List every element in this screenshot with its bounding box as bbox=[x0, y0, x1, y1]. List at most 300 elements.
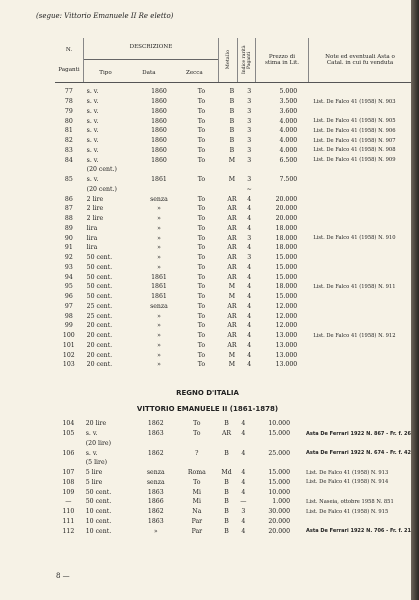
cell-prezzo: 20.000 bbox=[275, 215, 298, 223]
cell-prezzo: 3.500 bbox=[279, 98, 298, 106]
cell-prezzo: 13.000 bbox=[275, 341, 298, 349]
cell-tipo: 50 cent. bbox=[86, 283, 113, 291]
cell-prezzo: 5.000 bbox=[279, 88, 298, 96]
cell-zecca: To bbox=[197, 244, 206, 252]
cell-note bbox=[302, 458, 411, 468]
cell-prezzo: 20.000 bbox=[275, 205, 298, 213]
cell-rarita: 4 bbox=[241, 449, 246, 457]
cell-note bbox=[309, 87, 411, 97]
table-row bbox=[55, 233, 411, 243]
cell-note bbox=[302, 419, 411, 429]
cell-metallo: M bbox=[228, 351, 236, 359]
cell-note: List. De Falco 41 (1958) N. 906 bbox=[313, 127, 396, 134]
cell-rarita bbox=[235, 439, 251, 449]
cell-zecca: To bbox=[197, 137, 206, 145]
table-row bbox=[55, 107, 411, 117]
cell-rarita: 3 bbox=[247, 156, 252, 164]
table-row bbox=[55, 263, 411, 273]
col-zecca-label: Zecca bbox=[185, 70, 203, 76]
table-row bbox=[55, 448, 411, 458]
cell-zecca: Par bbox=[191, 527, 203, 535]
cell-metallo: B bbox=[229, 146, 235, 154]
cell-n: 78 bbox=[64, 98, 73, 106]
cell-n: 87 bbox=[64, 205, 73, 213]
cell-prezzo: 4.000 bbox=[279, 137, 298, 145]
cell-metallo: AR bbox=[227, 195, 237, 203]
cell-note bbox=[309, 194, 411, 204]
col-prezzo-label: Prezzo di stima in Lit. bbox=[264, 54, 300, 66]
cell-tipo: 10 cent. bbox=[85, 527, 112, 535]
cell-prezzo: 18.000 bbox=[275, 224, 298, 232]
cell-rarita: 3 bbox=[247, 117, 252, 125]
cell-metallo: AR bbox=[227, 332, 237, 340]
cell-metallo: B bbox=[224, 498, 229, 506]
cell-rarita: 4 bbox=[247, 322, 252, 330]
cell-tipo: 50 cent. bbox=[86, 273, 113, 281]
cell-n: 91 bbox=[64, 244, 73, 252]
cell-zecca: Roma bbox=[187, 469, 206, 477]
cell-rarita: 4 bbox=[247, 293, 252, 301]
cell-data: » bbox=[157, 234, 161, 242]
cell-note: List. De Falco 41 (1958) N. 913 bbox=[306, 469, 389, 476]
cell-zecca: To bbox=[197, 302, 206, 310]
cell-zecca bbox=[180, 165, 223, 175]
cell-zecca: To bbox=[197, 98, 206, 106]
table-row bbox=[55, 487, 411, 497]
table-row bbox=[55, 302, 411, 312]
cell-zecca: To bbox=[197, 341, 206, 349]
cell-rarita: 4 bbox=[247, 273, 252, 281]
cell-note bbox=[309, 272, 411, 282]
cell-zecca bbox=[180, 185, 223, 195]
cell-zecca: To bbox=[197, 332, 206, 340]
cell-data bbox=[136, 458, 176, 468]
cell-zecca: To bbox=[197, 312, 206, 320]
cell-note bbox=[309, 321, 411, 331]
cell-zecca: To bbox=[197, 215, 206, 223]
cell-prezzo: 20.000 bbox=[268, 517, 291, 525]
running-head: (segue: Vittorio Emanuele II Re eletto) bbox=[36, 12, 174, 20]
table-row bbox=[55, 350, 411, 360]
cell-n: 84 bbox=[64, 156, 73, 164]
cell-n: 95 bbox=[64, 283, 73, 291]
cell-prezzo: 18.000 bbox=[275, 234, 298, 242]
table-row bbox=[55, 224, 411, 234]
cell-n: 103 bbox=[62, 361, 75, 369]
table-body-2 bbox=[55, 419, 411, 536]
cell-zecca: To bbox=[197, 146, 206, 154]
cell-note bbox=[309, 292, 411, 302]
cell-metallo: AR bbox=[227, 234, 237, 242]
cell-n: 94 bbox=[64, 273, 73, 281]
cell-data: » bbox=[157, 312, 161, 320]
table-row bbox=[55, 360, 411, 370]
cell-prezzo: 30.000 bbox=[268, 508, 291, 516]
cell-data: » bbox=[157, 205, 161, 213]
cell-note: Asta De Ferrari 1922 N. 674 - Fr. f. 42 bbox=[306, 450, 411, 457]
cell-metallo: AR bbox=[227, 215, 237, 223]
cell-rarita: 4 bbox=[241, 527, 246, 535]
cell-metallo bbox=[223, 165, 241, 175]
table-header bbox=[55, 38, 411, 83]
cell-note bbox=[309, 224, 411, 234]
cell-n: 83 bbox=[64, 146, 73, 154]
cell-n: — bbox=[65, 498, 72, 506]
cell-rarita: 4 bbox=[241, 469, 246, 477]
cell-tipo: 20 cent. bbox=[86, 332, 113, 340]
cell-note bbox=[309, 165, 411, 175]
table-row bbox=[55, 155, 411, 165]
table-row bbox=[55, 497, 411, 507]
cell-zecca: Na bbox=[192, 508, 202, 516]
cell-tipo: 20 cent. bbox=[86, 361, 113, 369]
cell-metallo: B bbox=[224, 508, 229, 516]
cell-tipo: s. v. bbox=[86, 98, 99, 106]
cell-prezzo: 7.500 bbox=[279, 176, 298, 184]
cell-metallo: M bbox=[228, 283, 236, 291]
cell-zecca: To bbox=[197, 127, 206, 135]
cell-metallo: B bbox=[224, 488, 229, 496]
cell-rarita: 3 bbox=[247, 234, 252, 242]
cell-n: 88 bbox=[64, 215, 73, 223]
cell-tipo: 50 cent. bbox=[85, 498, 112, 506]
cell-data: 1860 bbox=[151, 107, 167, 115]
table-row bbox=[55, 292, 411, 302]
book-spine bbox=[411, 0, 419, 600]
table-row bbox=[55, 146, 411, 156]
cell-data bbox=[138, 165, 180, 175]
cell-zecca: To bbox=[197, 361, 206, 369]
cell-zecca: To bbox=[197, 224, 206, 232]
cell-tipo: s. v. bbox=[86, 176, 99, 184]
cell-zecca bbox=[176, 439, 218, 449]
cell-tipo: s. v. bbox=[86, 127, 99, 135]
cell-tipo: 5 lire bbox=[85, 478, 103, 486]
cell-note: List. Naseia, ottobre 1958 N. 851 bbox=[306, 498, 394, 505]
cell-zecca: To bbox=[197, 176, 206, 184]
cell-metallo bbox=[223, 185, 241, 195]
cell-note bbox=[302, 517, 411, 527]
cell-note: List. De Falco 41 (1958) N. 914 bbox=[306, 479, 389, 486]
cell-n: 82 bbox=[64, 137, 73, 145]
cell-metallo: B bbox=[229, 117, 235, 125]
cell-zecca: ? bbox=[195, 449, 199, 457]
cell-n: 81 bbox=[64, 127, 73, 135]
cell-rarita: 3 bbox=[247, 254, 252, 262]
cell-metallo: Md bbox=[221, 469, 232, 477]
cell-n: 80 bbox=[64, 117, 73, 125]
cell-metallo: AR bbox=[227, 302, 237, 310]
cell-tipo: 10 cent. bbox=[85, 517, 112, 525]
cell-note: Asta De Ferrari 1922 N. 706 - Fr. f. 21 bbox=[306, 528, 411, 535]
cell-data: 1863 bbox=[147, 517, 164, 525]
cell-note: List. De Falco 41 (1958) N. 909 bbox=[313, 157, 396, 164]
cell-metallo bbox=[218, 458, 235, 468]
cell-rarita: 3 bbox=[247, 98, 252, 106]
table-row bbox=[55, 517, 411, 527]
cell-rarita: 4 bbox=[247, 263, 252, 271]
cell-n: 89 bbox=[64, 224, 73, 232]
cell-tipo: s. v. bbox=[86, 107, 99, 115]
cell-tipo: 20 cent. bbox=[86, 351, 113, 359]
cell-n: 100 bbox=[62, 332, 75, 340]
cell-metallo: M bbox=[228, 176, 236, 184]
cell-prezzo bbox=[251, 439, 302, 449]
cell-data: senza bbox=[146, 469, 165, 477]
cell-metallo: AR bbox=[227, 254, 237, 262]
cell-prezzo: 15.000 bbox=[268, 430, 291, 438]
table-row bbox=[55, 478, 411, 488]
cell-data: » bbox=[157, 351, 161, 359]
cell-zecca: To bbox=[197, 88, 206, 96]
cell-tipo: (5 lire) bbox=[85, 459, 108, 467]
cell-zecca: To bbox=[197, 351, 206, 359]
cell-prezzo: 1.000 bbox=[272, 498, 291, 506]
cell-n: 106 bbox=[62, 449, 75, 457]
cell-data: » bbox=[157, 215, 161, 223]
cell-tipo: (20 cent.) bbox=[86, 185, 117, 193]
cell-metallo: B bbox=[224, 449, 229, 457]
cell-n: 92 bbox=[64, 254, 73, 262]
cell-tipo: 20 cent. bbox=[86, 322, 113, 330]
table-row bbox=[55, 468, 411, 478]
table-row bbox=[55, 419, 411, 429]
cell-prezzo: 12.000 bbox=[275, 322, 298, 330]
cell-rarita: 4 bbox=[241, 430, 246, 438]
cell-prezzo: 3.600 bbox=[279, 107, 298, 115]
cell-prezzo: 6.500 bbox=[279, 156, 298, 164]
cell-metallo: B bbox=[229, 137, 235, 145]
cell-metallo: AR bbox=[227, 244, 237, 252]
cell-prezzo: 18.000 bbox=[275, 283, 298, 291]
cell-metallo: AR bbox=[227, 224, 237, 232]
cell-prezzo: 4.000 bbox=[279, 117, 298, 125]
cell-data: senza bbox=[146, 478, 165, 486]
cell-n: 101 bbox=[62, 341, 75, 349]
cell-rarita bbox=[241, 165, 258, 175]
cell-metallo: B bbox=[224, 420, 229, 428]
cell-prezzo: 15.000 bbox=[275, 263, 298, 271]
cell-tipo: 2 lire bbox=[86, 215, 104, 223]
cell-rarita: 4 bbox=[247, 244, 252, 252]
cell-n: 93 bbox=[64, 263, 73, 271]
cell-rarita: 4 bbox=[247, 341, 252, 349]
cell-prezzo: 20.000 bbox=[268, 527, 291, 535]
cell-tipo: lira bbox=[86, 224, 98, 232]
cell-data: » bbox=[153, 527, 158, 535]
table-row bbox=[55, 507, 411, 517]
col-prezzo-header bbox=[256, 38, 309, 83]
cell-n: 96 bbox=[64, 293, 73, 301]
cell-rarita: 3 bbox=[247, 107, 252, 115]
cell-note bbox=[309, 175, 411, 185]
cell-metallo: AR bbox=[227, 273, 237, 281]
cell-rarita: 4 bbox=[241, 488, 246, 496]
cell-rarita: 3 bbox=[247, 88, 252, 96]
col-paganti-label: Paganti bbox=[58, 67, 80, 73]
cell-data: 1860 bbox=[151, 146, 167, 154]
cell-rarita: 4 bbox=[247, 332, 252, 340]
col-note-label: Note ed eventuali Asta o Catal. in cui fu venduta bbox=[325, 54, 395, 66]
cell-zecca: To bbox=[193, 478, 201, 486]
cell-n bbox=[55, 185, 83, 195]
cell-tipo: 50 cent. bbox=[86, 254, 113, 262]
cell-data: 1860 bbox=[151, 88, 167, 96]
cell-data: » bbox=[157, 322, 161, 330]
cell-n: 108 bbox=[62, 478, 75, 486]
cell-n: 97 bbox=[64, 302, 73, 310]
cell-note bbox=[309, 311, 411, 321]
cell-metallo: B bbox=[229, 107, 235, 115]
cell-zecca: To bbox=[193, 420, 201, 428]
col-metallo-label: Metallo bbox=[225, 50, 231, 70]
cell-rarita: 4 bbox=[247, 224, 252, 232]
cell-metallo: M bbox=[228, 293, 236, 301]
cell-rarita: 4 bbox=[247, 351, 252, 359]
cell-rarita: 4 bbox=[247, 195, 252, 203]
cell-n: 112 bbox=[62, 527, 75, 535]
cell-data: senza bbox=[150, 195, 168, 203]
table-row bbox=[55, 321, 411, 331]
cell-rarita: 4 bbox=[247, 283, 252, 291]
cell-data: 1861 bbox=[151, 273, 167, 281]
cell-rarita bbox=[235, 458, 251, 468]
cell-prezzo: 4.000 bbox=[279, 146, 298, 154]
cell-tipo: 25 cent. bbox=[86, 312, 113, 320]
cell-tipo: (20 lire) bbox=[85, 439, 111, 447]
cell-zecca: To bbox=[197, 293, 206, 301]
cell-tipo: s. v. bbox=[86, 156, 99, 164]
cell-prezzo: 20.000 bbox=[275, 195, 298, 203]
cell-metallo: AR bbox=[227, 205, 237, 213]
cell-tipo: lira bbox=[86, 244, 98, 252]
cell-rarita: 4 bbox=[241, 478, 246, 486]
cell-metallo: B bbox=[224, 517, 229, 525]
col-rarita-header bbox=[238, 38, 256, 83]
cell-rarita: 4 bbox=[247, 215, 252, 223]
table-row bbox=[55, 341, 411, 351]
cell-note: List. De Falco 41 (1958) N. 903 bbox=[313, 98, 396, 105]
cell-n bbox=[55, 439, 82, 449]
cell-rarita: 3 bbox=[247, 127, 252, 135]
cell-metallo: M bbox=[228, 361, 236, 369]
cell-n: 99 bbox=[64, 322, 73, 330]
cell-prezzo: 10.000 bbox=[268, 488, 291, 496]
table-row bbox=[55, 331, 411, 341]
page-number: 8 — bbox=[56, 572, 70, 580]
cell-tipo: (20 cent.) bbox=[86, 166, 117, 174]
cell-n: 85 bbox=[64, 176, 73, 184]
cell-tipo: 2 lire bbox=[86, 205, 104, 213]
section-title-regno: REGNO D'ITALIA bbox=[176, 389, 239, 397]
cell-zecca: To bbox=[197, 117, 206, 125]
table-row bbox=[55, 253, 411, 263]
cell-note: List. De Falco 41 (1958) N. 907 bbox=[313, 137, 396, 144]
cell-n: 109 bbox=[62, 488, 75, 496]
cell-note: List. De Falco 41 (1958) N. 912 bbox=[313, 332, 396, 339]
cell-note bbox=[309, 360, 411, 370]
cell-data: » bbox=[157, 244, 161, 252]
cell-rarita: 3 bbox=[241, 508, 246, 516]
section-title-vittorio: VITTORIO EMANUELE II (1861-1878) bbox=[136, 405, 279, 413]
cell-note bbox=[302, 439, 411, 449]
cell-rarita: 4 bbox=[247, 302, 252, 310]
cell-metallo: B bbox=[229, 98, 235, 106]
cell-note: List. De Falco 41 (1958) N. 910 bbox=[313, 235, 396, 242]
cell-note: List. De Falco 41 (1958) N. 905 bbox=[313, 118, 396, 125]
cell-tipo: 2 lire bbox=[86, 195, 104, 203]
cell-n: 111 bbox=[62, 517, 75, 525]
cell-prezzo: 13.000 bbox=[275, 361, 298, 369]
cell-metallo: B bbox=[224, 478, 229, 486]
cell-prezzo: 12.000 bbox=[275, 302, 298, 310]
table-row bbox=[55, 439, 411, 449]
table-row bbox=[55, 272, 411, 282]
cell-zecca: Mi bbox=[192, 488, 201, 496]
cell-zecca: To bbox=[197, 254, 206, 262]
cell-tipo: s. v. bbox=[85, 449, 98, 457]
cell-zecca: To bbox=[197, 273, 206, 281]
cell-n: 79 bbox=[64, 107, 73, 115]
cell-prezzo: 15.000 bbox=[275, 293, 298, 301]
cell-metallo: M bbox=[228, 156, 236, 164]
cell-tipo: 20 lire bbox=[85, 420, 107, 428]
table-row bbox=[55, 311, 411, 321]
cell-metallo: AR bbox=[227, 263, 237, 271]
cell-prezzo: 13.000 bbox=[275, 351, 298, 359]
cell-note bbox=[309, 214, 411, 224]
cell-prezzo: 4.000 bbox=[279, 127, 298, 135]
table-row bbox=[55, 175, 411, 185]
cell-metallo: B bbox=[229, 127, 235, 135]
cell-note bbox=[309, 350, 411, 360]
cell-metallo: AR bbox=[227, 312, 237, 320]
col-rarita-label: Indice rarità Paganti bbox=[241, 45, 252, 75]
col-n-header bbox=[55, 38, 84, 83]
cell-data: 1863 bbox=[147, 488, 164, 496]
cell-data: » bbox=[157, 254, 161, 262]
cell-note bbox=[309, 204, 411, 214]
cell-prezzo bbox=[251, 458, 302, 468]
cell-prezzo: 15.000 bbox=[275, 273, 298, 281]
cell-metallo bbox=[218, 439, 235, 449]
cell-rarita: 4 bbox=[247, 205, 252, 213]
cell-rarita: 3 bbox=[247, 176, 252, 184]
cell-data: 1860 bbox=[151, 117, 167, 125]
cell-data: 1862 bbox=[147, 420, 164, 428]
cell-data: » bbox=[157, 224, 161, 232]
cell-data: 1861 bbox=[151, 283, 167, 291]
cell-note bbox=[309, 107, 411, 117]
cell-data: 1866 bbox=[147, 498, 164, 506]
table-row bbox=[55, 526, 411, 536]
cell-zecca: To bbox=[197, 205, 206, 213]
cell-data bbox=[138, 185, 180, 195]
cell-note bbox=[302, 487, 411, 497]
cell-data: » bbox=[157, 332, 161, 340]
table-row bbox=[55, 185, 411, 195]
cell-n: 98 bbox=[64, 312, 73, 320]
cell-data: » bbox=[157, 341, 161, 349]
cell-rarita: 3 bbox=[247, 146, 252, 154]
cell-n: 86 bbox=[64, 195, 73, 203]
table-row bbox=[55, 87, 411, 97]
cell-zecca: To bbox=[197, 107, 206, 115]
cell-note bbox=[309, 185, 411, 195]
cell-data: 1860 bbox=[151, 137, 167, 145]
cell-data: 1860 bbox=[151, 98, 167, 106]
cell-n bbox=[55, 458, 82, 468]
